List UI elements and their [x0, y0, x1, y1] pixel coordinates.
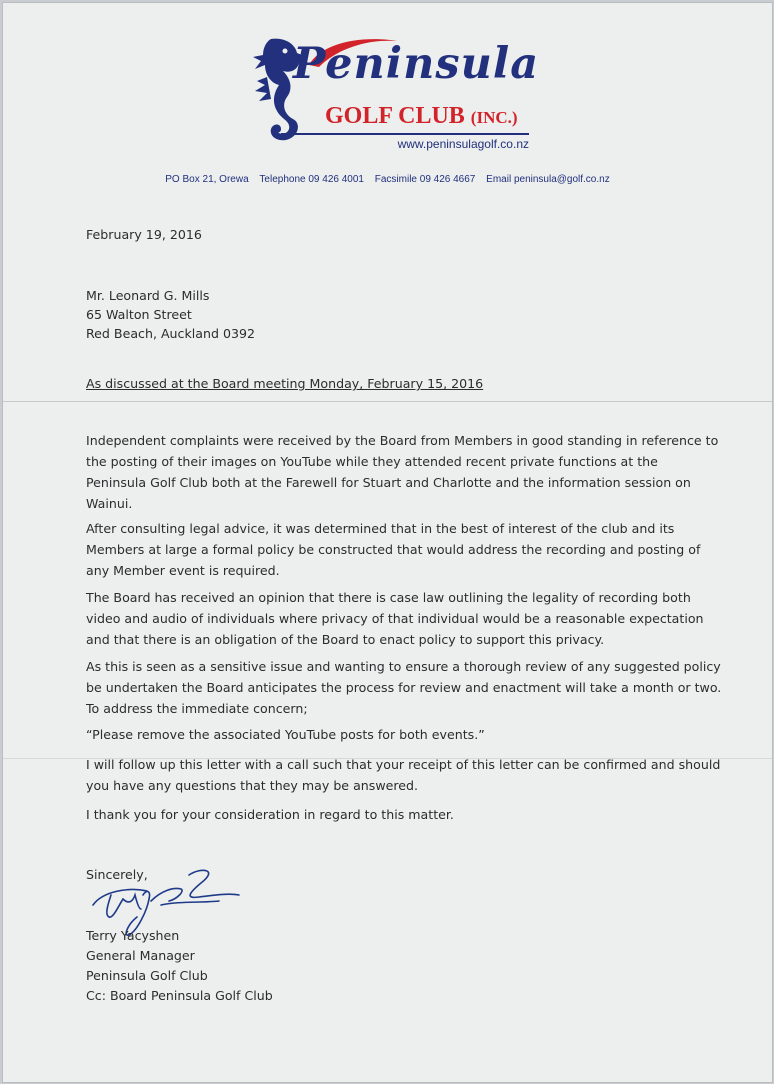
paragraph-line: Members at large a formal policy be constructed that would address the recording and posting of — [86, 542, 701, 557]
paragraph — [86, 518, 706, 581]
paragraph — [86, 430, 719, 514]
club-website: www.peninsulagolf.co.nz — [397, 137, 529, 151]
cc-line: Cc: Board Peninsula Golf Club — [86, 988, 273, 1003]
po-box: PO Box 21, Orewa — [165, 174, 249, 185]
recipient-street: 65 Walton Street — [86, 307, 192, 322]
paragraph-line: you have any questions that they may be answered. — [86, 778, 419, 793]
paragraph — [86, 804, 706, 825]
paragraph-line: To address the immediate concern; — [86, 701, 308, 716]
recipient-name: Mr. Leonard G. Mills — [86, 288, 210, 303]
logo-underline — [281, 133, 529, 135]
facsimile: Facsimile 09 426 4667 — [374, 174, 476, 185]
letter-subject: As discussed at the Board meeting Monday, February 15, 2016 — [86, 376, 484, 391]
paragraph — [86, 587, 706, 650]
paragraph-line: I will follow up this letter with a call such that your receipt of this letter can be confirmed and should — [86, 757, 721, 772]
paragraph — [86, 656, 722, 719]
paragraph-quote — [86, 724, 706, 745]
fold-line-upper — [3, 401, 772, 402]
paragraph-line: any Member event is required. — [86, 563, 280, 578]
signer-name: Terry Yacyshen — [86, 928, 180, 943]
brand-sub-text: GOLF CLUB — [325, 103, 465, 129]
signer-organization: Peninsula Golf Club — [86, 968, 208, 983]
paragraph-line: Independent complaints were received by the Board from Members in good standing in reference to — [86, 433, 719, 448]
paragraph-line: The Board has received an opinion that there is case law outlining the legality of recording both — [86, 590, 691, 605]
paragraph — [86, 754, 721, 796]
paragraph-line: and that there is an obligation of the Board to enact policy to support this privacy. — [86, 632, 605, 647]
paragraph-line: video and audio of individuals where privacy of that individual would be a reasonable expectation — [86, 611, 704, 626]
signer-title: General Manager — [86, 948, 195, 963]
letter-page — [2, 2, 773, 1083]
paragraph-line: As this is seen as a sensitive issue and wanting to ensure a thorough review of any suggested policy — [86, 659, 721, 674]
paragraph-line: be undertaken the Board anticipates the process for review and enactment will take a month or two. — [86, 680, 722, 695]
closing: Sincerely, — [86, 867, 148, 882]
club-logo — [241, 35, 541, 155]
paragraph-line: I thank you for your consideration in regard to this matter. — [86, 807, 454, 822]
paragraph-line: Peninsula Golf Club both at the Farewell for Stuart and Charlotte and the information session on — [86, 475, 691, 490]
email: Email peninsula@golf.co.nz — [486, 174, 610, 185]
brand-subtitle — [325, 103, 518, 130]
telephone: Telephone 09 426 4001 — [259, 174, 364, 185]
paragraph-line: the posting of their images on YouTube while they attended recent private functions at the — [86, 454, 658, 469]
paragraph-line: After consulting legal advice, it was determined that in the best of interest of the club and its — [86, 521, 675, 536]
letter-date: February 19, 2016 — [86, 227, 202, 242]
paragraph-line: “Please remove the associated YouTube posts for both events.” — [86, 727, 485, 742]
brand-wordmark: Peninsula — [293, 39, 540, 89]
paragraph-line: Wainui. — [86, 496, 133, 511]
contact-line — [3, 174, 772, 185]
recipient-city: Red Beach, Auckland 0392 — [86, 326, 256, 341]
brand-suffix: (INC.) — [470, 108, 518, 127]
